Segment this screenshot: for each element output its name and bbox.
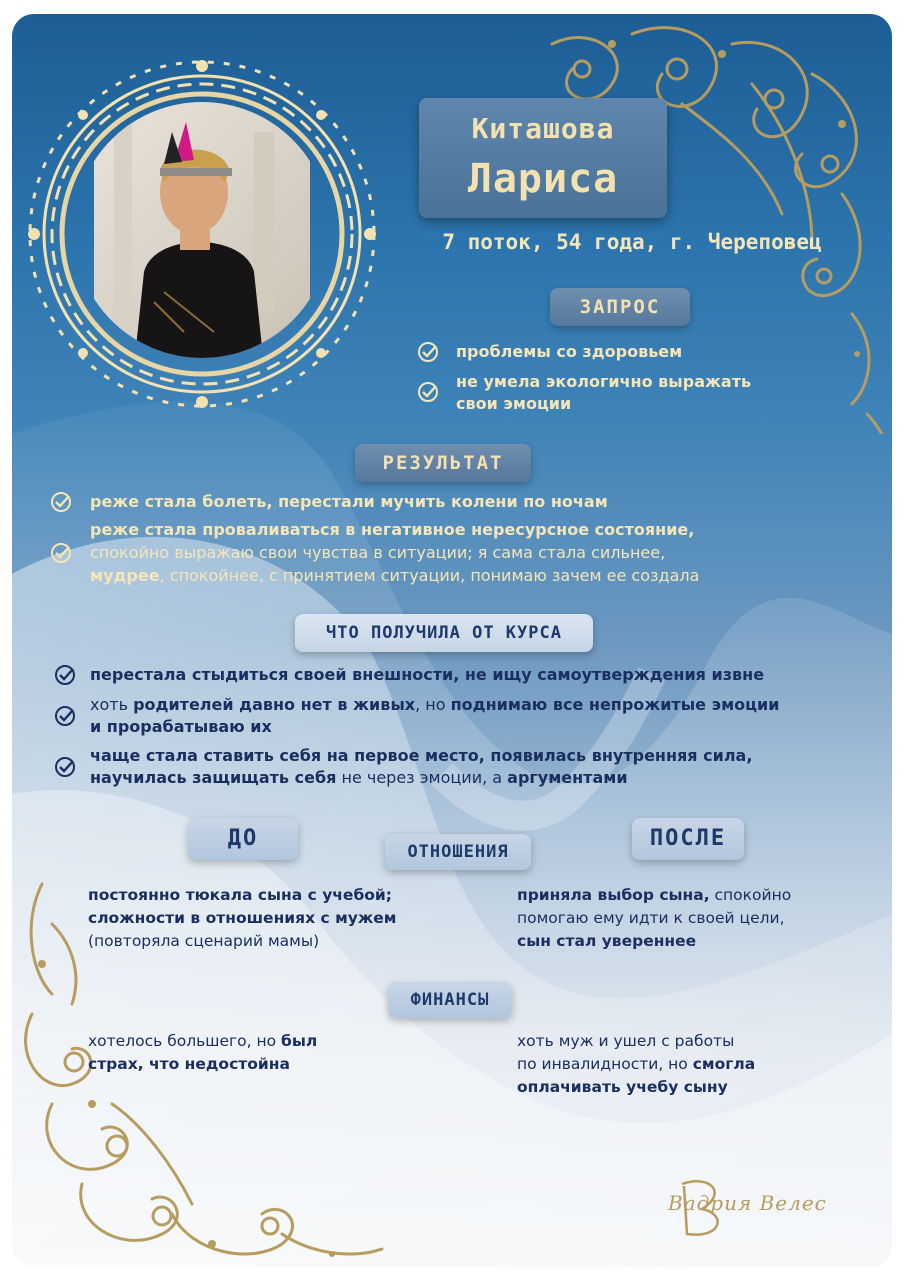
finance-before-line: страх, что недостойна: [88, 1055, 290, 1073]
result-item-2-line1: реже стала проваливаться в негативное нересурсное состояние,: [90, 520, 695, 539]
request-heading: ЗАПРОС: [550, 288, 690, 326]
text-part: не через эмоции, а: [336, 768, 508, 787]
finance-after-line: хоть муж и ушел с работы: [517, 1032, 735, 1050]
text-part: спокойно: [709, 886, 792, 904]
text-part: по инвалидности, но: [517, 1055, 693, 1073]
portrait-photo: [94, 102, 310, 366]
text-part: , но: [415, 695, 451, 714]
result-item-2-line3: [90, 565, 699, 587]
text-part: хотелось большего, но: [88, 1032, 282, 1050]
relations-before-line: (повторяла сценарий мамы): [88, 932, 320, 950]
relations-after-line: [517, 884, 791, 907]
text-part-bold: смогла: [692, 1055, 756, 1073]
result-item-2-line2: спокойно выражаю свои чувства в ситуации; я сама стала сильнее,: [90, 543, 666, 562]
result-item-2-rest: , спокойнее, с принятием ситуации, понимаю зачем ее создала: [159, 566, 700, 585]
check-icon: [54, 756, 76, 778]
finance-before: [88, 1030, 317, 1076]
check-icon: [54, 705, 76, 727]
signature: Вадрия Велес: [668, 1191, 827, 1215]
check-icon: [417, 381, 439, 403]
first-name: Лариса: [467, 156, 619, 202]
finance-before-line: [88, 1030, 317, 1053]
relations-after-line: сын стал увереннее: [517, 932, 697, 950]
name-plate: [419, 98, 667, 218]
text-part: хоть: [90, 695, 134, 714]
result-item-2-bold: мудрее: [90, 566, 160, 585]
text-part-bold: научилась защищать себя: [90, 768, 337, 787]
text-part-bold: приняла выбор сына,: [517, 886, 710, 904]
request-item-1: проблемы со здоровьем: [456, 342, 683, 361]
after-heading: ПОСЛЕ: [632, 818, 744, 860]
relations-before: [88, 884, 396, 953]
check-icon: [50, 542, 72, 564]
text-part-bold: поднимаю все непрожитые эмоции: [450, 695, 780, 714]
result-heading: РЕЗУЛЬТАТ: [355, 444, 531, 482]
relations-heading: ОТНОШЕНИЯ: [385, 834, 531, 870]
finance-after: [517, 1030, 755, 1099]
before-heading: ДО: [188, 818, 298, 860]
surname: Киташова: [471, 112, 615, 145]
portrait-image: [94, 102, 310, 366]
relations-after-line: помогаю ему идти к своей цели,: [517, 909, 785, 927]
course-heading: ЧТО ПОЛУЧИЛА ОТ КУРСА: [295, 614, 593, 652]
text-part-bold: родителей давно нет в живых: [133, 695, 416, 714]
text-part-bold: аргументами: [507, 768, 628, 787]
result-item-1: реже стала болеть, перестали мучить колени по ночам: [90, 492, 608, 511]
check-icon: [54, 664, 76, 686]
profile-card: [12, 14, 892, 1267]
relations-before-line: сложности в отношениях с мужем: [88, 909, 397, 927]
finance-after-line: [517, 1053, 755, 1076]
course-item-3-line1: чаще стала ставить себя на первое место, появилась внутренняя сила,: [90, 746, 753, 765]
course-item-3-line2: [90, 767, 628, 789]
course-item-2-line1: [90, 694, 779, 716]
relations-after: [517, 884, 791, 953]
check-icon: [417, 341, 439, 363]
text-part-bold: был: [281, 1032, 318, 1050]
finance-after-line: оплачивать учебу сыну: [517, 1078, 728, 1096]
subtitle: 7 поток, 54 года, г. Череповец: [442, 230, 822, 254]
course-item-2-line2: и прорабатываю их: [90, 717, 272, 736]
relations-before-line: постоянно тюкала сына с учебой;: [88, 886, 392, 904]
course-item-1: перестала стыдиться своей внешности, не ищу самоутверждения извне: [90, 665, 765, 684]
request-item-2-line1: не умела экологично выражать: [456, 372, 752, 391]
request-item-2-line2: свои эмоции: [456, 394, 572, 413]
finance-heading: ФИНАНСЫ: [388, 982, 512, 1018]
check-icon: [50, 491, 72, 513]
